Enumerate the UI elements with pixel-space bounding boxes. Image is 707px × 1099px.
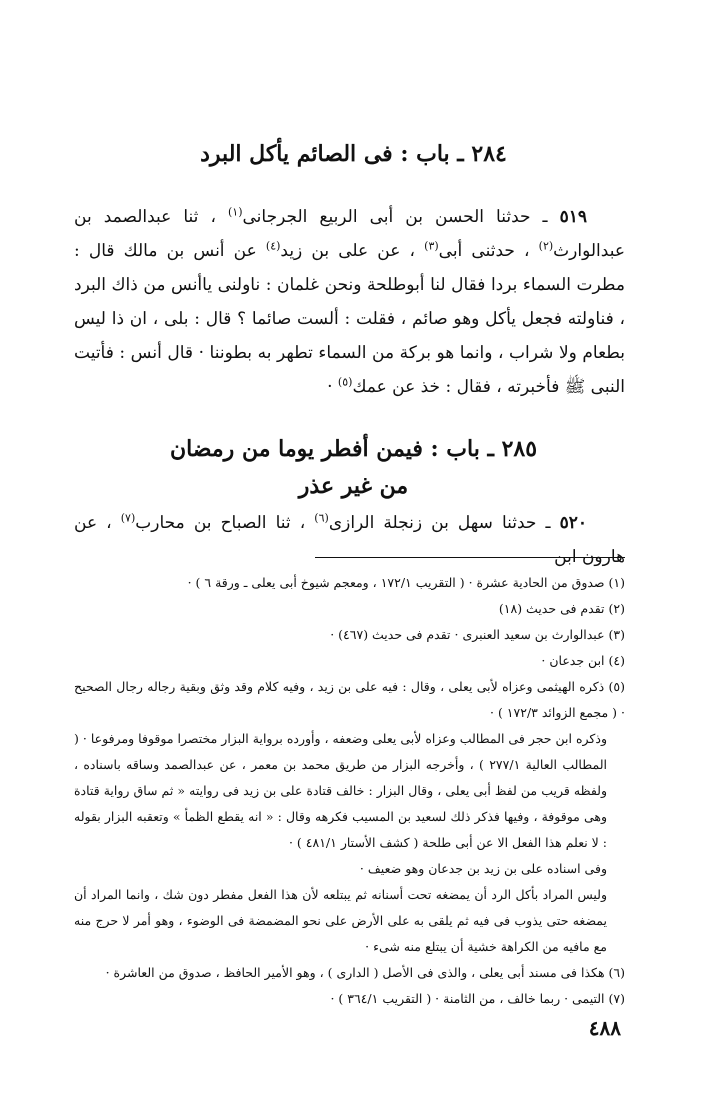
hadith-519-text: ، حدثنى أبى (438, 241, 539, 261)
chapter-284-heading: ٢٨٤ ـ باب : فى الصائم يأكل البرد (200, 141, 507, 167)
hadith-519-paragraph (74, 200, 625, 404)
hadith-520-text: ، عن هارون ابن (74, 513, 625, 567)
hadith-520-paragraph (74, 506, 625, 574)
footnote-5: (٥) ذكره الهيثمى وعزاه لأبى يعلى ، وقال : فيه على بن زيد ، وفيه كلام وقد وثق وبقية رجاله رجال الصحيح · ( مجمع الزوائد ١٧٢/٣ ) · (74, 679, 625, 720)
footnote-ref-1: (١) (227, 205, 243, 219)
hadith-519-text: ـ حدثنا الحسن بن أبى الربيع الجرجانى (242, 207, 560, 227)
hadith-519-text: عن أنس بن مالك قال : مطرت السماء بردا فقال لنا أبوطلحة ونحن غلمان : ناولنى ياأنس من ذاك البرد ، فناولته فجعل يأكل وهو صائم ، فقلت : ألست صائما ؟ قال : بلى ، ان ذا ليس بطعام ولا شراب ، وانما هو بركة من السماء تطهر به بطوننا · قال أنس : فأتيت النبى ﷺ فأخبرته ، فقال : خذ عن عمك (74, 241, 625, 397)
footnote-5-continued: وذكره ابن حجر فى المطالب وعزاه لأبى يعلى وضعفه ، وأورده برواية البزار مختصرا موقوفا ومرفوعا · ( المطالب العالية ٢٧٧/١ ) ، وأخرجه البزار من طريق محمد بن معمر ، عن عبدالصمد وساقه باسناده ، ولفظه قريب من لفظ أبى يعلى ، وقال البزار : خالف قتادة على بن زيد فى روايته « ثم ساق رواية قتادة وهى موقوفة ، وفيها فذكر ذلك لسعيد بن المسيب فكرهه وقال : « انه يقطع الظمأ » وتعقبه البزار بقوله : لا نعلم هذا الفعل الا عن أبى طلحة ( كشف الأستار ٤٨١/١ ) · (74, 731, 607, 850)
footnote-ref-7: (٧) (120, 511, 136, 525)
footnote-5-continued: وفى اسناده على بن زيد بن جدعان وهو ضعيف · (359, 861, 607, 876)
hadith-519-number: ٥١٩ (559, 207, 587, 227)
footnote-ref-2: (٢) (538, 239, 554, 253)
footnote-7: (٧) التيمى · ربما خالف ، من الثامنة · ( التقريب ٣٦٤/١ ) · (330, 991, 625, 1006)
hadith-520-text: ـ حدثنا سهل بن زنجلة الرازى (328, 513, 560, 533)
hadith-519-text: ، ثنا عبدالصمد بن عبدالوارث (74, 207, 625, 261)
chapter-285-heading: ٢٨٥ ـ باب : فيمن أفطر يوما من رمضان (169, 436, 538, 462)
hadith-519-text: ، عن على بن زيد (280, 241, 425, 261)
footnote-6: (٦) هكذا فى مسند أبى يعلى ، والذى فى الأصل ( الدارى ) ، وهو الأمير الحافظ ، صدوق من العاشرة · (105, 965, 625, 980)
footnote-ref-5: (٥) (337, 375, 353, 389)
chapter-285-heading-line2: من غير عذر (298, 473, 409, 499)
footnote-1: (١) صدوق من الحادية عشرة · ( التقريب ١٧٢/١ ، ومعجم شيوخ أبى يعلى ـ ورقة ٦ ) · (187, 575, 625, 590)
footnote-3: (٣) عبدالوارث بن سعيد العنبرى · تقدم فى حديث (٤٦٧) · (330, 627, 625, 642)
footnotes (74, 570, 625, 1012)
page-number: ٤٨٨ (588, 1016, 621, 1040)
footnote-4: (٤) ابن جدعان · (541, 653, 625, 668)
hadith-519-text: · (327, 377, 338, 397)
footnote-separator (315, 557, 625, 558)
footnote-ref-6: (٦) (314, 511, 329, 525)
footnote-ref-3: (٣) (424, 239, 439, 253)
footnote-2: (٢) تقدم فى حديث (١٨) (498, 601, 625, 616)
hadith-520-number: ٥٢٠ (559, 513, 587, 533)
footnote-5-continued: وليس المراد بأكل الرد أن يمضغه تحت أسنانه ثم يبتلعه لأن هذا الفعل مفطر دون شك ، وانما المراد أن يمضغه حتى يذوب فى فيه ثم يلقى به على الأرض على نحو المضمضة فى الوضوء ، وهو أمر لا حرج منه مع مافيه من الكراهة خشية أن يبتلع منه شىء · (74, 887, 607, 954)
hadith-519 (74, 200, 625, 404)
footnote-ref-4: (٤) (265, 239, 281, 253)
hadith-520 (74, 506, 625, 574)
hadith-520-text: ، ثنا الصباح بن محارب (135, 513, 315, 533)
